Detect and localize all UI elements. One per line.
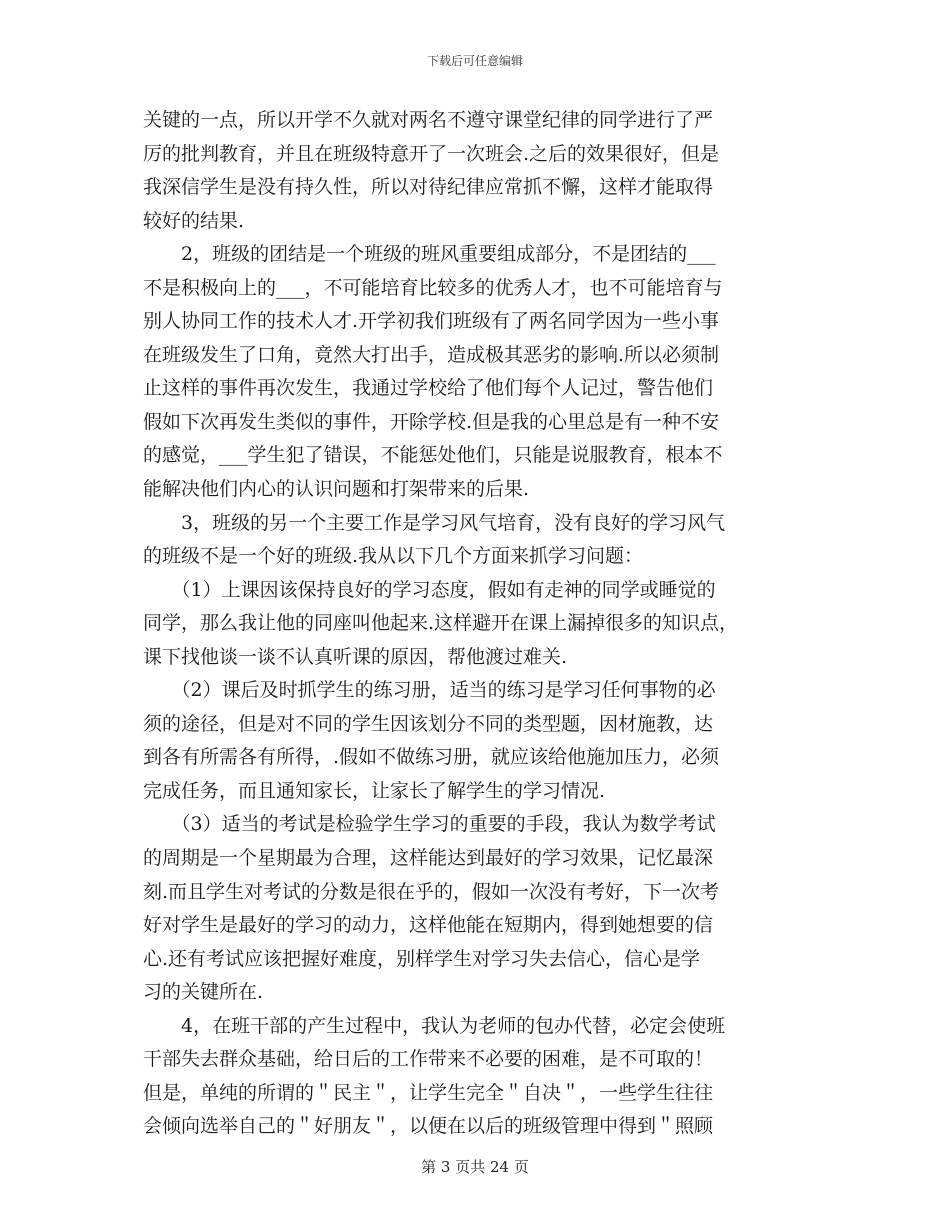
text-line: 完成任务，而且通知家长，让家长了解学生的学习情况.: [143, 779, 606, 802]
text-line: 较好的结果.: [143, 209, 245, 232]
text-line: 会倾向选举自己的＂好朋友＂，以便在以后的班级管理中得到＂照顾: [143, 1115, 714, 1138]
text-line: 关键的一点，所以开学不久就对两名不遵守课堂纪律的同学进行了严: [143, 109, 714, 131]
text-line: 3，班级的另一个主要工作是学习风气培育，没有良好的学习风气: [143, 511, 726, 534]
document-body: [143, 104, 811, 1144]
text-line: 我深信学生是没有持久性，所以对待纪律应常抓不懈，这样才能取得: [143, 176, 714, 199]
text-line: 的感觉，___学生犯了错误，不能惩处他们，只能是说服教育，根本不: [143, 444, 723, 467]
text-line: （3）适当的考试是检验学生学习的重要的手段，我认为数学考试: [143, 813, 716, 836]
text-line: 习的关键所在.: [143, 981, 264, 1004]
page-header: 下载后可任意编辑: [426, 54, 523, 68]
text-line: 刻.而且学生对考试的分数是很在乎的，假如一次没有考好，下一次考: [143, 880, 720, 903]
text-line: 止这样的事件再次发生，我通过学校给了他们每个人记过，警告他们: [143, 377, 714, 400]
text-line: 同学，那么我让他的同座叫他起来.这样避开在课上漏掉很多的知识点，: [143, 612, 739, 635]
text-line: 不是积极向上的___，不可能培育比较多的优秀人才，也不可能培育与: [143, 276, 723, 299]
text-line: 干部失去群众基础，给日后的工作带来不必要的困难，是不可取的！: [143, 1048, 714, 1071]
text-line: 但是，单纯的所谓的＂民主＂，让学生完全＂自决＂，一些学生往往: [143, 1081, 714, 1104]
text-line: 的周期是一个星期最为合理，这样能达到最好的学习效果，记忆最深: [143, 847, 714, 870]
text-line: 别人协同工作的技术人才.开学初我们班级有了两名同学因为一些小事: [143, 310, 720, 333]
text-line: 2，班级的团结是一个班级的班风重要组成部分，不是团结的___: [143, 243, 716, 266]
text-line: 到各有所需各有所得，.假如不做练习册，就应该给他施加压力，必须: [143, 746, 720, 769]
text-line: 假如下次再发生类似的事件，开除学校.但是我的心里总是有一种不安: [143, 410, 720, 433]
text-line: 心.还有考试应该把握好难度，别样学生对学习失去信心，信心是学: [143, 947, 701, 970]
text-line: （1）上课因该保持良好的学习态度，假如有走神的同学或睡觉的: [143, 578, 716, 601]
text-line: 的班级不是一个好的班级.我从以下几个方面来抓学习问题：: [143, 545, 644, 568]
text-line: 好对学生是最好的学习的动力，这样他能在短期内，得到她想要的信: [143, 914, 714, 937]
text-line: 在班级发生了口角，竟然大打出手，造成极其恶劣的影响.所以必须制: [143, 343, 720, 366]
text-line: 能解决他们内心的认识问题和打架带来的后果.: [143, 478, 530, 501]
text-line: 4，在班干部的产生过程中，我认为老师的包办代替，必定会使班: [143, 1014, 726, 1037]
text-line: 课下找他谈一谈不认真听课的原因，帮他渡过难关.: [143, 645, 568, 668]
text-line: （2）课后及时抓学生的练习册，适当的练习是学习任何事物的必: [143, 679, 716, 702]
page-footer: 第 3 页共 24 页: [421, 1158, 529, 1176]
text-line: 须的途径，但是对不同的学生因该划分不同的类型题，因材施教，达: [143, 712, 714, 735]
text-line: 厉的批判教育，并且在班级特意开了一次班会.之后的效果很好，但是: [143, 142, 720, 165]
